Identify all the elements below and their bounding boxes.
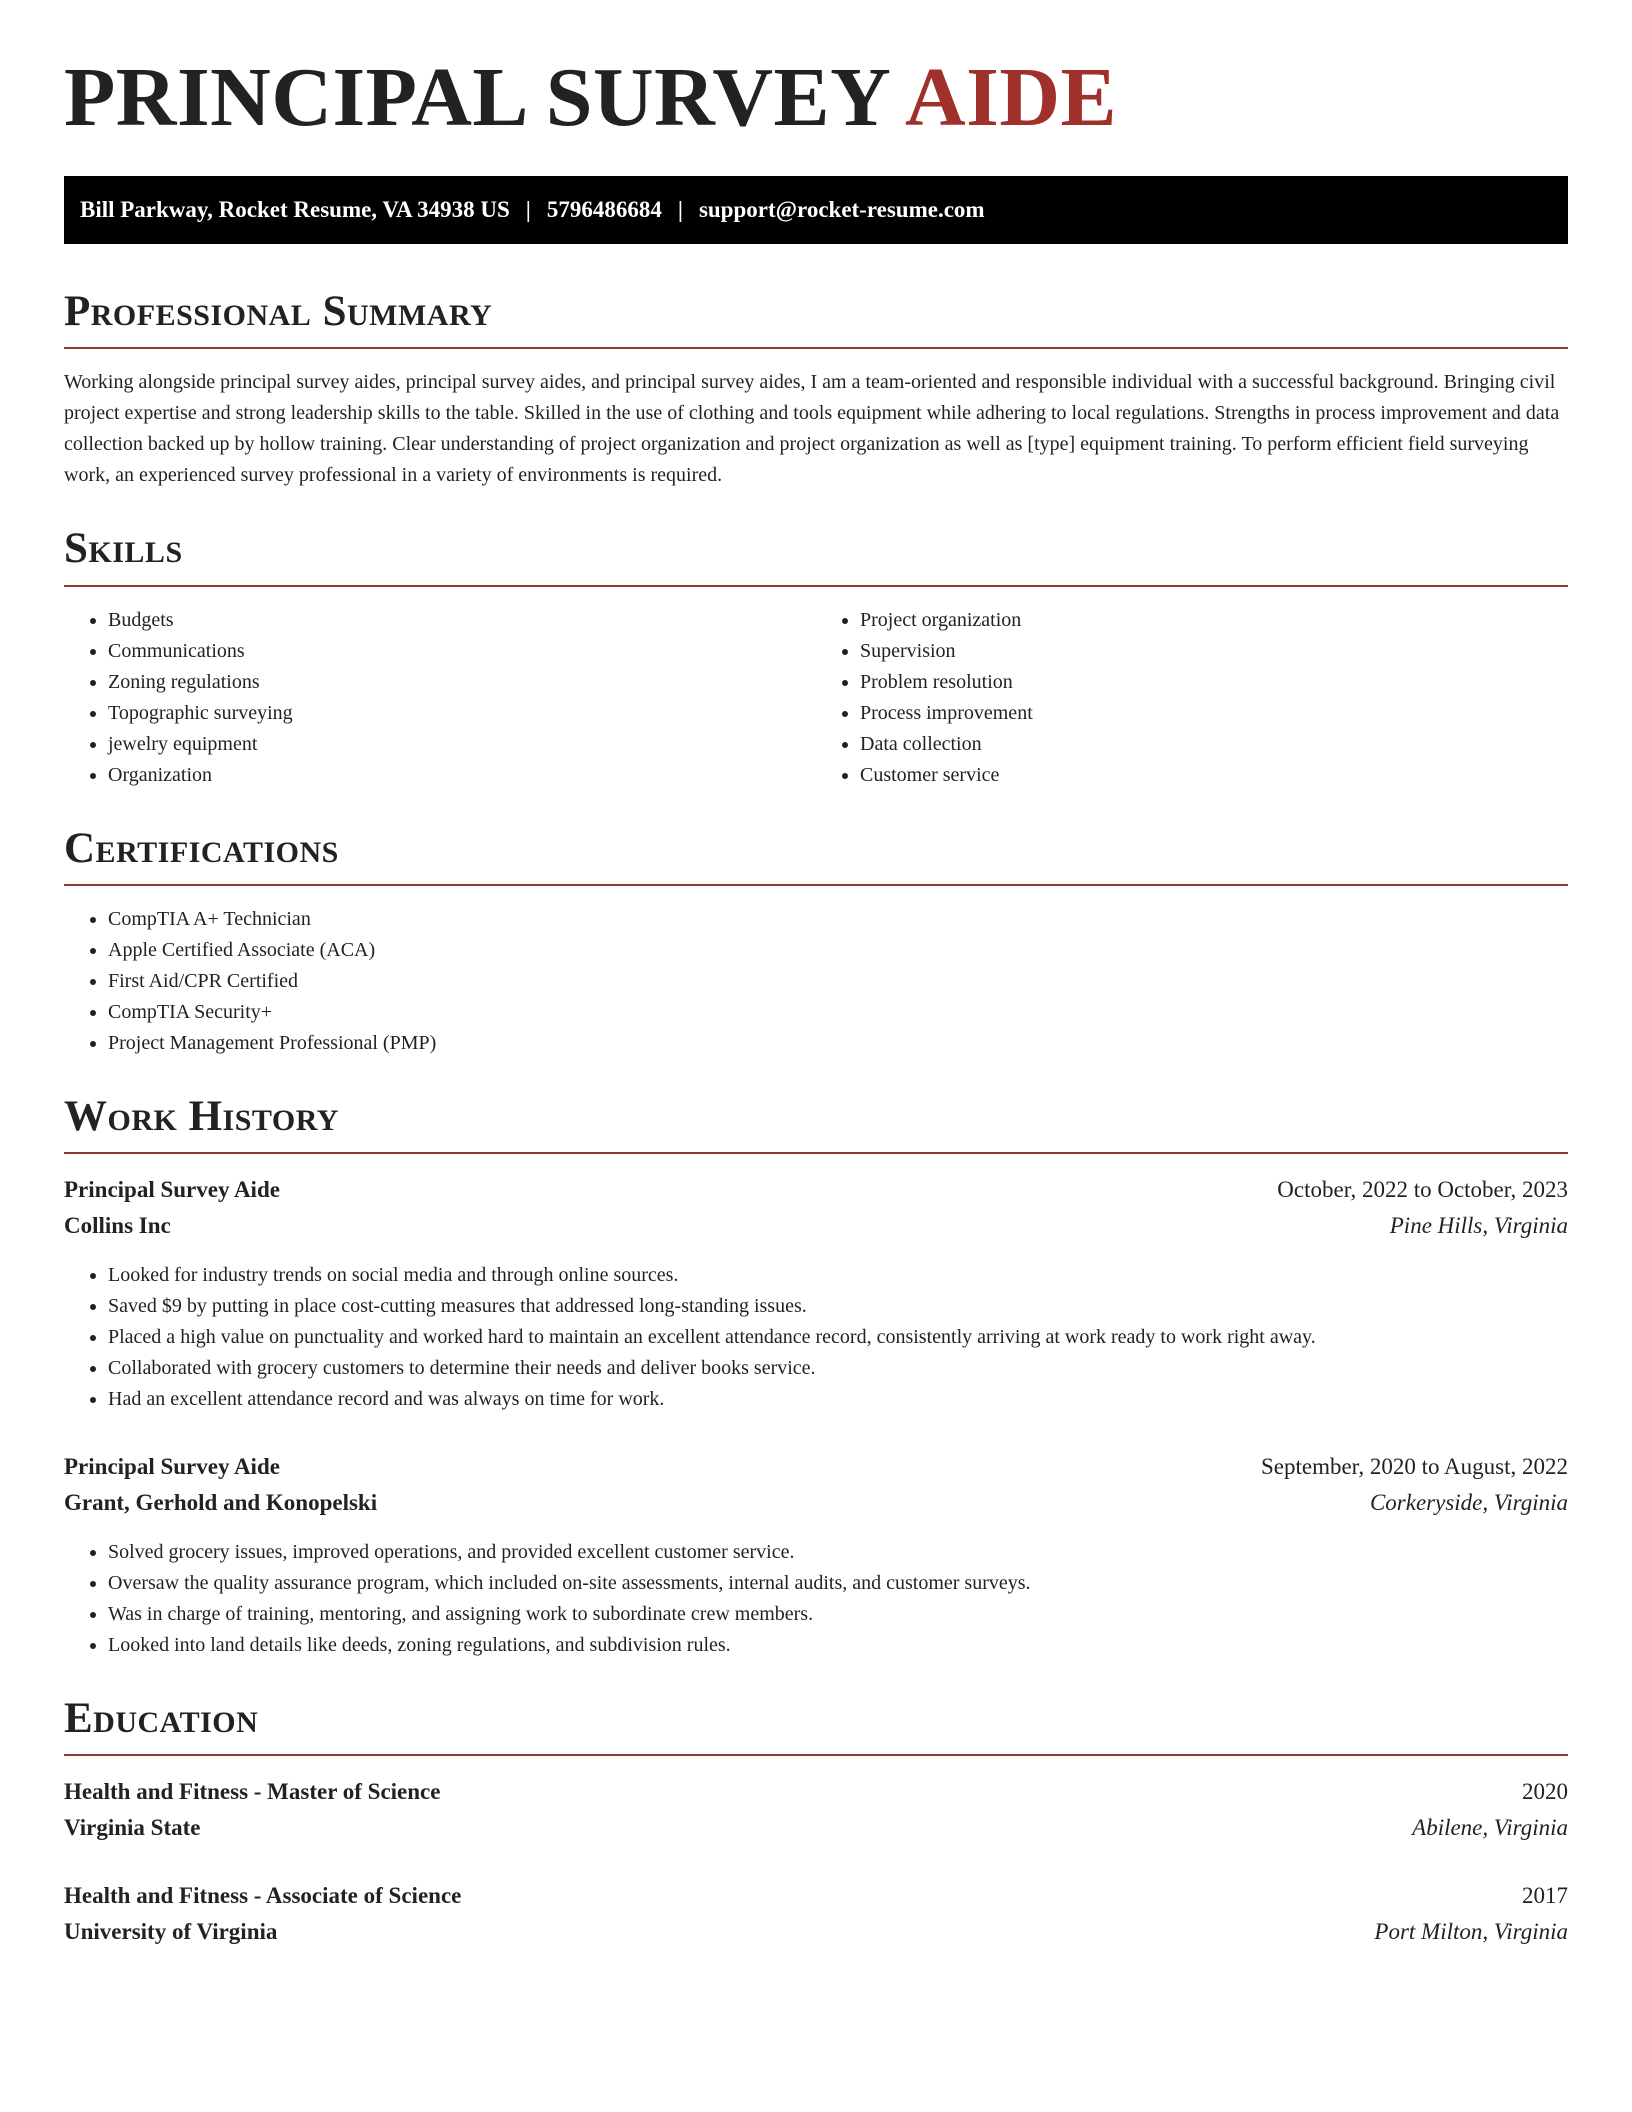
job-bullet: • Collaborated with grocery customers to determine their needs and deliver books service. xyxy=(108,1353,1568,1384)
job-subheader xyxy=(64,1208,1568,1244)
education-year: 2020 xyxy=(1522,1779,1568,1805)
title-accent: AIDE xyxy=(905,51,1118,144)
education-subheader xyxy=(64,1810,1568,1846)
job-entry xyxy=(64,1449,1568,1661)
job-company: Collins Inc xyxy=(64,1213,171,1239)
job-subheader xyxy=(64,1485,1568,1521)
certification-item: • CompTIA A+ Technician xyxy=(108,904,1568,935)
job-bullet: • Looked for industry trends on social media and through online sources. xyxy=(108,1260,1568,1291)
section-heading-education: Education xyxy=(64,1695,259,1743)
summary-section xyxy=(64,288,1568,491)
education-year: 2017 xyxy=(1522,1883,1568,1909)
section-divider xyxy=(64,585,1568,587)
job-entry xyxy=(64,1172,1568,1415)
education-header xyxy=(64,1774,1568,1810)
work-history-section xyxy=(64,1093,1568,1661)
skill-item: • Communications xyxy=(108,636,816,667)
certifications-list xyxy=(64,904,1568,1059)
job-location: Corkeryside, Virginia xyxy=(1369,1490,1568,1516)
education-location: Abilene, Virginia xyxy=(1412,1815,1568,1841)
section-heading-work-history: Work History xyxy=(64,1092,339,1140)
skill-item: • Organization xyxy=(108,760,816,791)
contact-separator: | xyxy=(677,197,683,222)
section-divider xyxy=(64,1152,1568,1154)
section-heading-skills: Skills xyxy=(64,525,183,573)
skill-item: • Zoning regulations xyxy=(108,667,816,698)
education-header xyxy=(64,1878,1568,1914)
title-main: PRINCIPAL SURVEY xyxy=(64,51,889,144)
education-school: University of Virginia xyxy=(64,1919,278,1945)
job-bullet: • Oversaw the quality assurance program, which included on-site assessments, internal audits, and customer surveys. xyxy=(108,1568,1568,1599)
section-divider xyxy=(64,1754,1568,1756)
certifications-section xyxy=(64,825,1568,1059)
skill-item: • Problem resolution xyxy=(860,667,1568,698)
contact-bar xyxy=(64,176,1568,244)
skill-item: • Project organization xyxy=(860,605,1568,636)
certification-item: • Apple Certified Associate (ACA) xyxy=(108,935,1568,966)
job-bullets xyxy=(64,1537,1568,1661)
education-entry xyxy=(64,1774,1568,1846)
job-company: Grant, Gerhold and Konopelski xyxy=(64,1490,378,1516)
job-bullet: • Looked into land details like deeds, zoning regulations, and subdivision rules. xyxy=(108,1630,1568,1661)
contact-email[interactable]: support@rocket-resume.com xyxy=(698,197,985,222)
job-bullets xyxy=(64,1260,1568,1415)
contact-separator: | xyxy=(525,197,531,222)
section-heading-certifications: Certifications xyxy=(64,824,339,872)
certification-item: • First Aid/CPR Certified xyxy=(108,966,1568,997)
certification-item: • Project Management Professional (PMP) xyxy=(108,1028,1568,1059)
education-entry xyxy=(64,1878,1568,1950)
job-bullet: • Had an excellent attendance record and was always on time for work. xyxy=(108,1384,1568,1415)
skill-item: • Data collection xyxy=(860,729,1568,760)
skills-section xyxy=(64,525,1568,790)
education-degree: Health and Fitness - Master of Science xyxy=(64,1779,441,1805)
job-header xyxy=(64,1449,1568,1485)
skill-item: • Topographic surveying xyxy=(108,698,816,729)
section-divider xyxy=(64,884,1568,886)
job-dates: September, 2020 to August, 2022 xyxy=(1260,1454,1568,1480)
job-title: Principal Survey Aide xyxy=(64,1454,280,1480)
job-bullet: • Saved $9 by putting in place cost-cutting measures that addressed long-standing issues. xyxy=(108,1291,1568,1322)
page-title xyxy=(64,51,1568,144)
skill-item: • Process improvement xyxy=(860,698,1568,729)
skills-grid xyxy=(64,605,1568,791)
job-bullet: • Placed a high value on punctuality and worked hard to maintain an excellent attendance record, consistently arriving at work ready to work right away. xyxy=(108,1322,1568,1353)
education-subheader xyxy=(64,1914,1568,1950)
job-dates: October, 2022 to October, 2023 xyxy=(1277,1177,1568,1203)
skill-item: • Customer service xyxy=(860,760,1568,791)
section-divider xyxy=(64,347,1568,349)
skill-item: • Budgets xyxy=(108,605,816,636)
skills-list-left xyxy=(64,605,816,791)
certification-item: • CompTIA Security+ xyxy=(108,997,1568,1028)
contact-phone[interactable]: 5796486684 xyxy=(546,197,662,222)
job-location: Pine Hills, Virginia xyxy=(1389,1213,1568,1239)
education-school: Virginia State xyxy=(64,1815,201,1841)
skill-item: • Supervision xyxy=(860,636,1568,667)
education-location: Port Milton, Virginia xyxy=(1374,1919,1568,1945)
summary-text: Working alongside principal survey aides, principal survey aides, and principal survey aides, I am a team-oriented and responsible individual with a successful background. Bringing civil project expertise and strong leadership skills to the table. Skilled in the use of clothing and tools equipment while adhering to local regulations. Strengths in process improvement and data collection backed up by hollow training. Clear understanding of project organization and project organization as well as [type] equipment training. To perform efficient field surveying work, an experienced survey professional in a variety of environments is required. xyxy=(64,371,1560,487)
section-heading-summary: Professional Summary xyxy=(64,288,493,335)
skill-item: • jewelry equipment xyxy=(108,729,816,760)
job-header xyxy=(64,1172,1568,1208)
job-title: Principal Survey Aide xyxy=(64,1177,280,1203)
contact-address: Bill Parkway, Rocket Resume, VA 34938 US xyxy=(80,197,510,222)
job-bullet: • Was in charge of training, mentoring, and assigning work to subordinate crew members. xyxy=(108,1599,1568,1630)
skills-list-right xyxy=(816,605,1568,791)
education-degree: Health and Fitness - Associate of Science xyxy=(64,1883,462,1909)
education-section xyxy=(64,1695,1568,1950)
job-bullet: • Solved grocery issues, improved operations, and provided excellent customer service. xyxy=(108,1537,1568,1568)
